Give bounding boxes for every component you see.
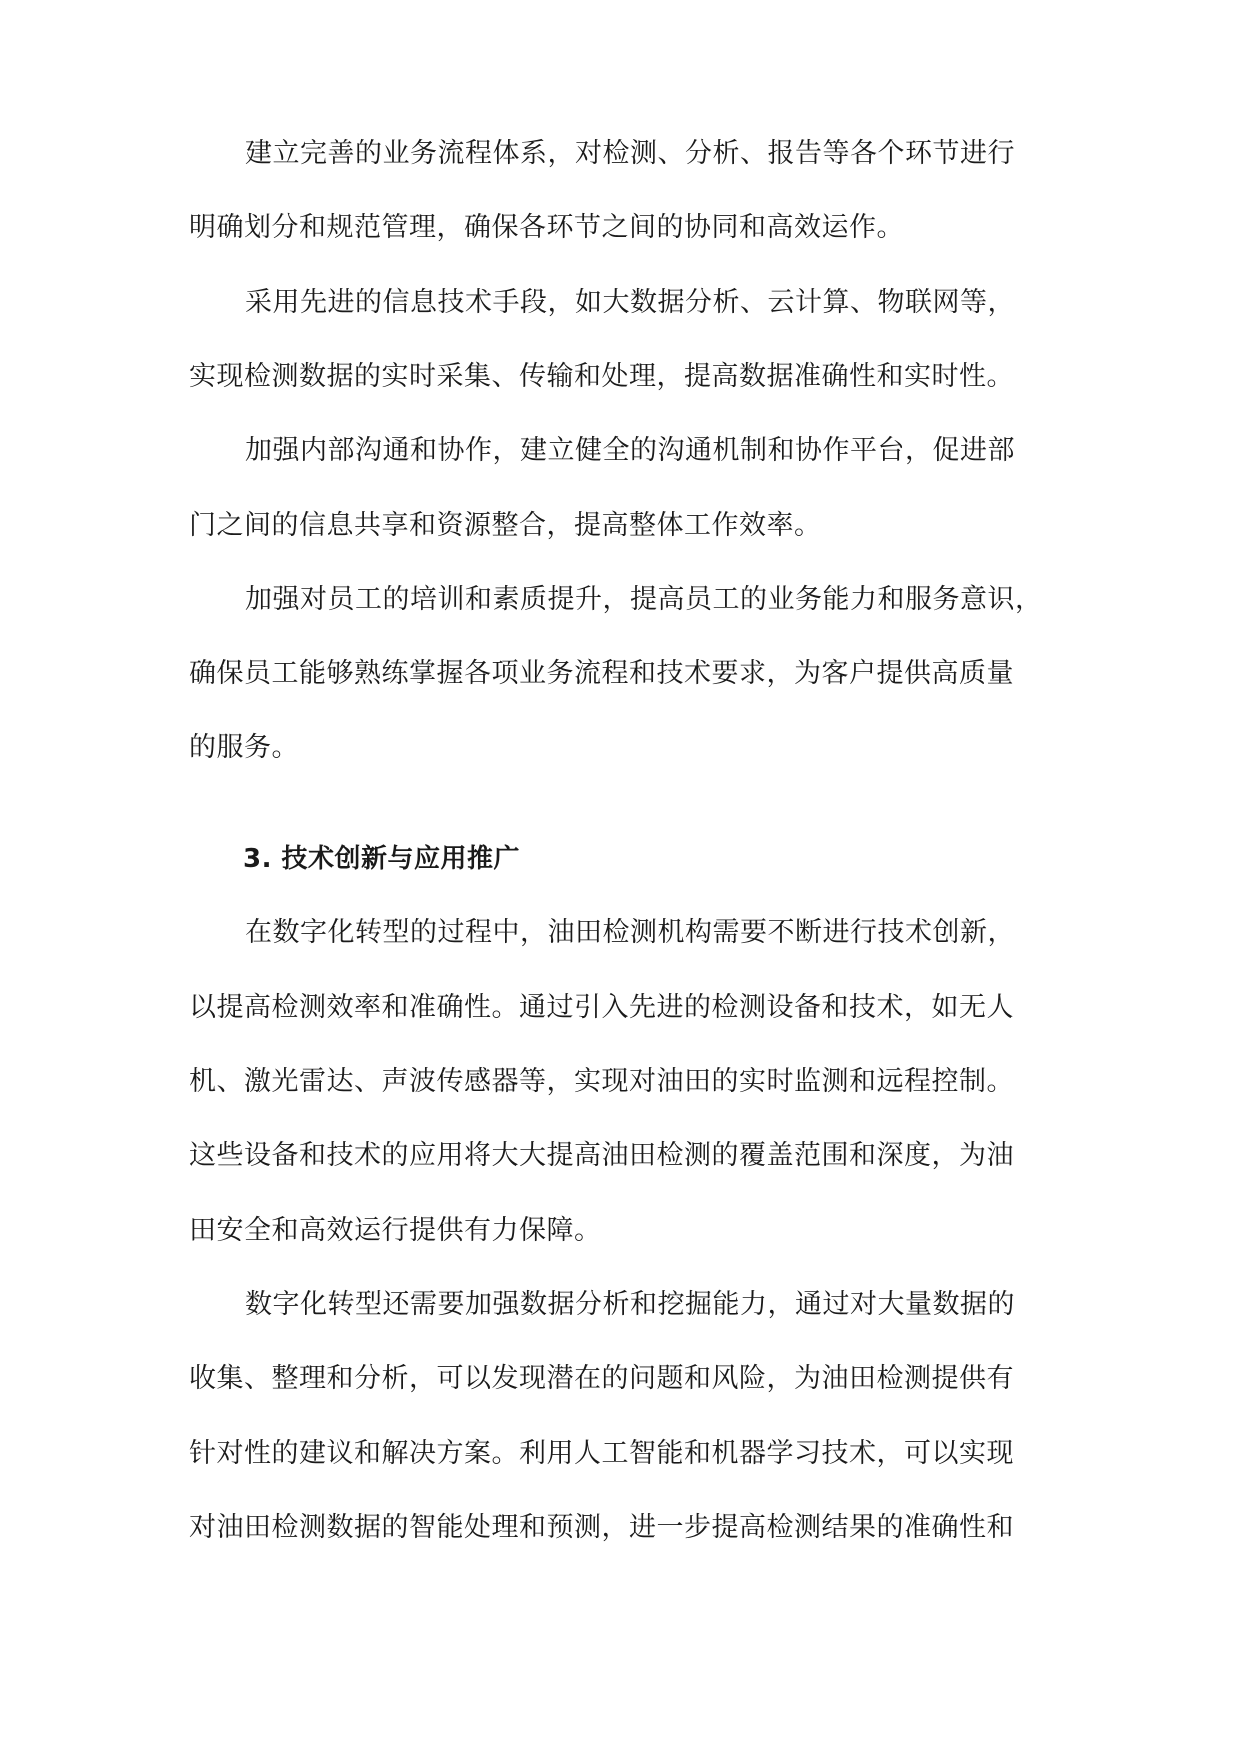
- paragraph-line: 对油田检测数据的智能处理和预测，进一步提高检测结果的准确性和: [189, 1512, 1014, 1543]
- paragraph-line: 数字化转型还需要加强数据分析和挖掘能力，通过对大量数据的: [245, 1289, 1015, 1320]
- paragraph-line: 针对性的建议和解决方案。利用人工智能和机器学习技术，可以实现: [189, 1438, 1014, 1469]
- paragraph-line: 实现检测数据的实时采集、传输和处理，提高数据准确性和实时性。: [189, 361, 1014, 392]
- paragraph-line: 确保员工能够熟练掌握各项业务流程和技术要求，为客户提供高质量: [189, 658, 1014, 689]
- paragraph-line: 加强内部沟通和协作，建立健全的沟通机制和协作平台，促进部: [245, 435, 1015, 466]
- paragraph-line: 以提高检测效率和准确性。通过引入先进的检测设备和技术，如无人: [189, 992, 1014, 1023]
- paragraph-line: 收集、整理和分析，可以发现潜在的问题和风险，为油田检测提供有: [189, 1363, 1014, 1394]
- section-heading: 3. 技术创新与应用推广: [243, 844, 521, 874]
- paragraph-line: 采用先进的信息技术手段，如大数据分析、云计算、物联网等，: [245, 287, 1015, 318]
- paragraph-line: 门之间的信息共享和资源整合，提高整体工作效率。: [189, 510, 822, 541]
- paragraph-line: 明确划分和规范管理，确保各环节之间的协同和高效运作。: [189, 212, 904, 243]
- paragraph-line: 在数字化转型的过程中，油田检测机构需要不断进行技术创新，: [245, 917, 1015, 948]
- paragraph-line: 机、激光雷达、声波传感器等，实现对油田的实时监测和远程控制。: [189, 1066, 1014, 1097]
- paragraph-line: 的服务。: [189, 732, 299, 763]
- paragraph-line: 这些设备和技术的应用将大大提高油田检测的覆盖范围和深度，为油: [189, 1140, 1014, 1171]
- paragraph-line: 加强对员工的培训和素质提升，提高员工的业务能力和服务意识，: [245, 584, 1043, 615]
- paragraph-line: 田安全和高效运行提供有力保障。: [189, 1215, 602, 1246]
- paragraph-line: 建立完善的业务流程体系，对检测、分析、报告等各个环节进行: [245, 138, 1015, 169]
